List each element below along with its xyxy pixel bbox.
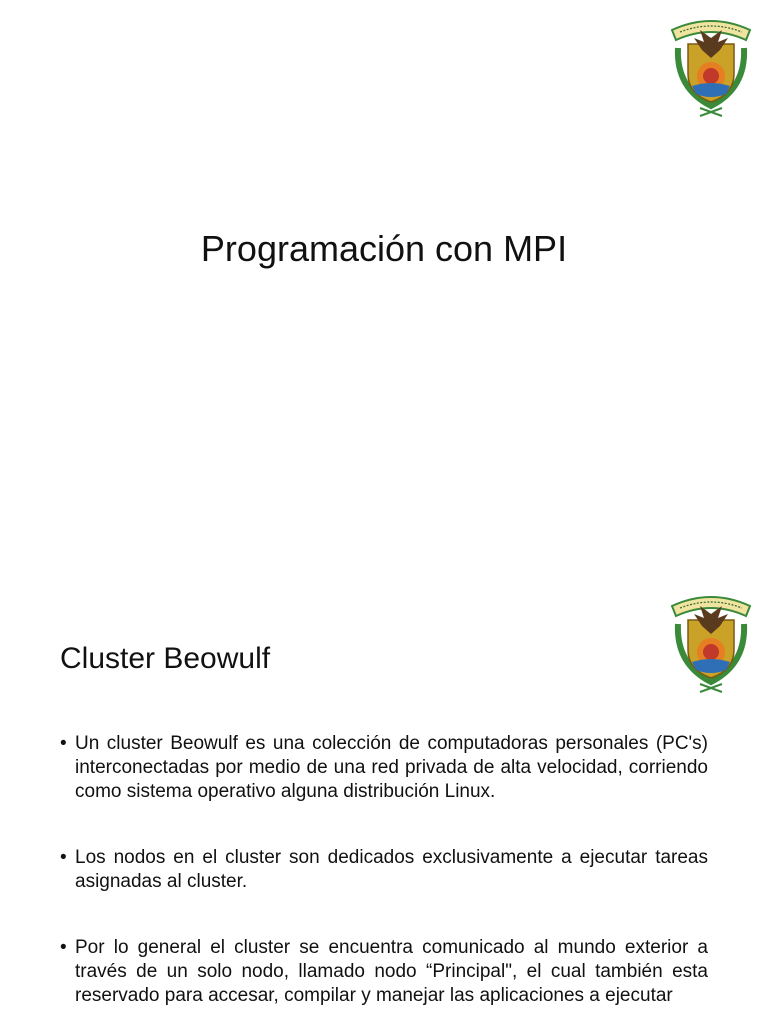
content-slide — [0, 576, 768, 1024]
bullet-item: • Los nodos en el cluster son dedicados exclusivamente a ejecutar tareas asignadas al cluster. — [60, 846, 708, 894]
bullet-item: • Un cluster Beowulf es una colección de computadoras personales (PC's) interconectadas por medio de una red privada de alta velocidad, corriendo como sistema operativo alguna distribución Linux. — [60, 732, 708, 804]
bullet-item: • Por lo general el cluster se encuentra comunicado al mundo exterior a través de un solo nodo, llamado nodo “Principal", el cual también esta reservado para accesar, compilar y manejar las aplicaciones a ejecutar — [60, 936, 708, 1008]
bullet-list — [60, 732, 708, 1024]
slide-title: Programación con MPI — [200, 228, 568, 269]
university-seal-icon — [666, 8, 756, 118]
university-seal-icon — [666, 584, 756, 694]
section-title: Cluster Beowulf — [60, 642, 271, 675]
